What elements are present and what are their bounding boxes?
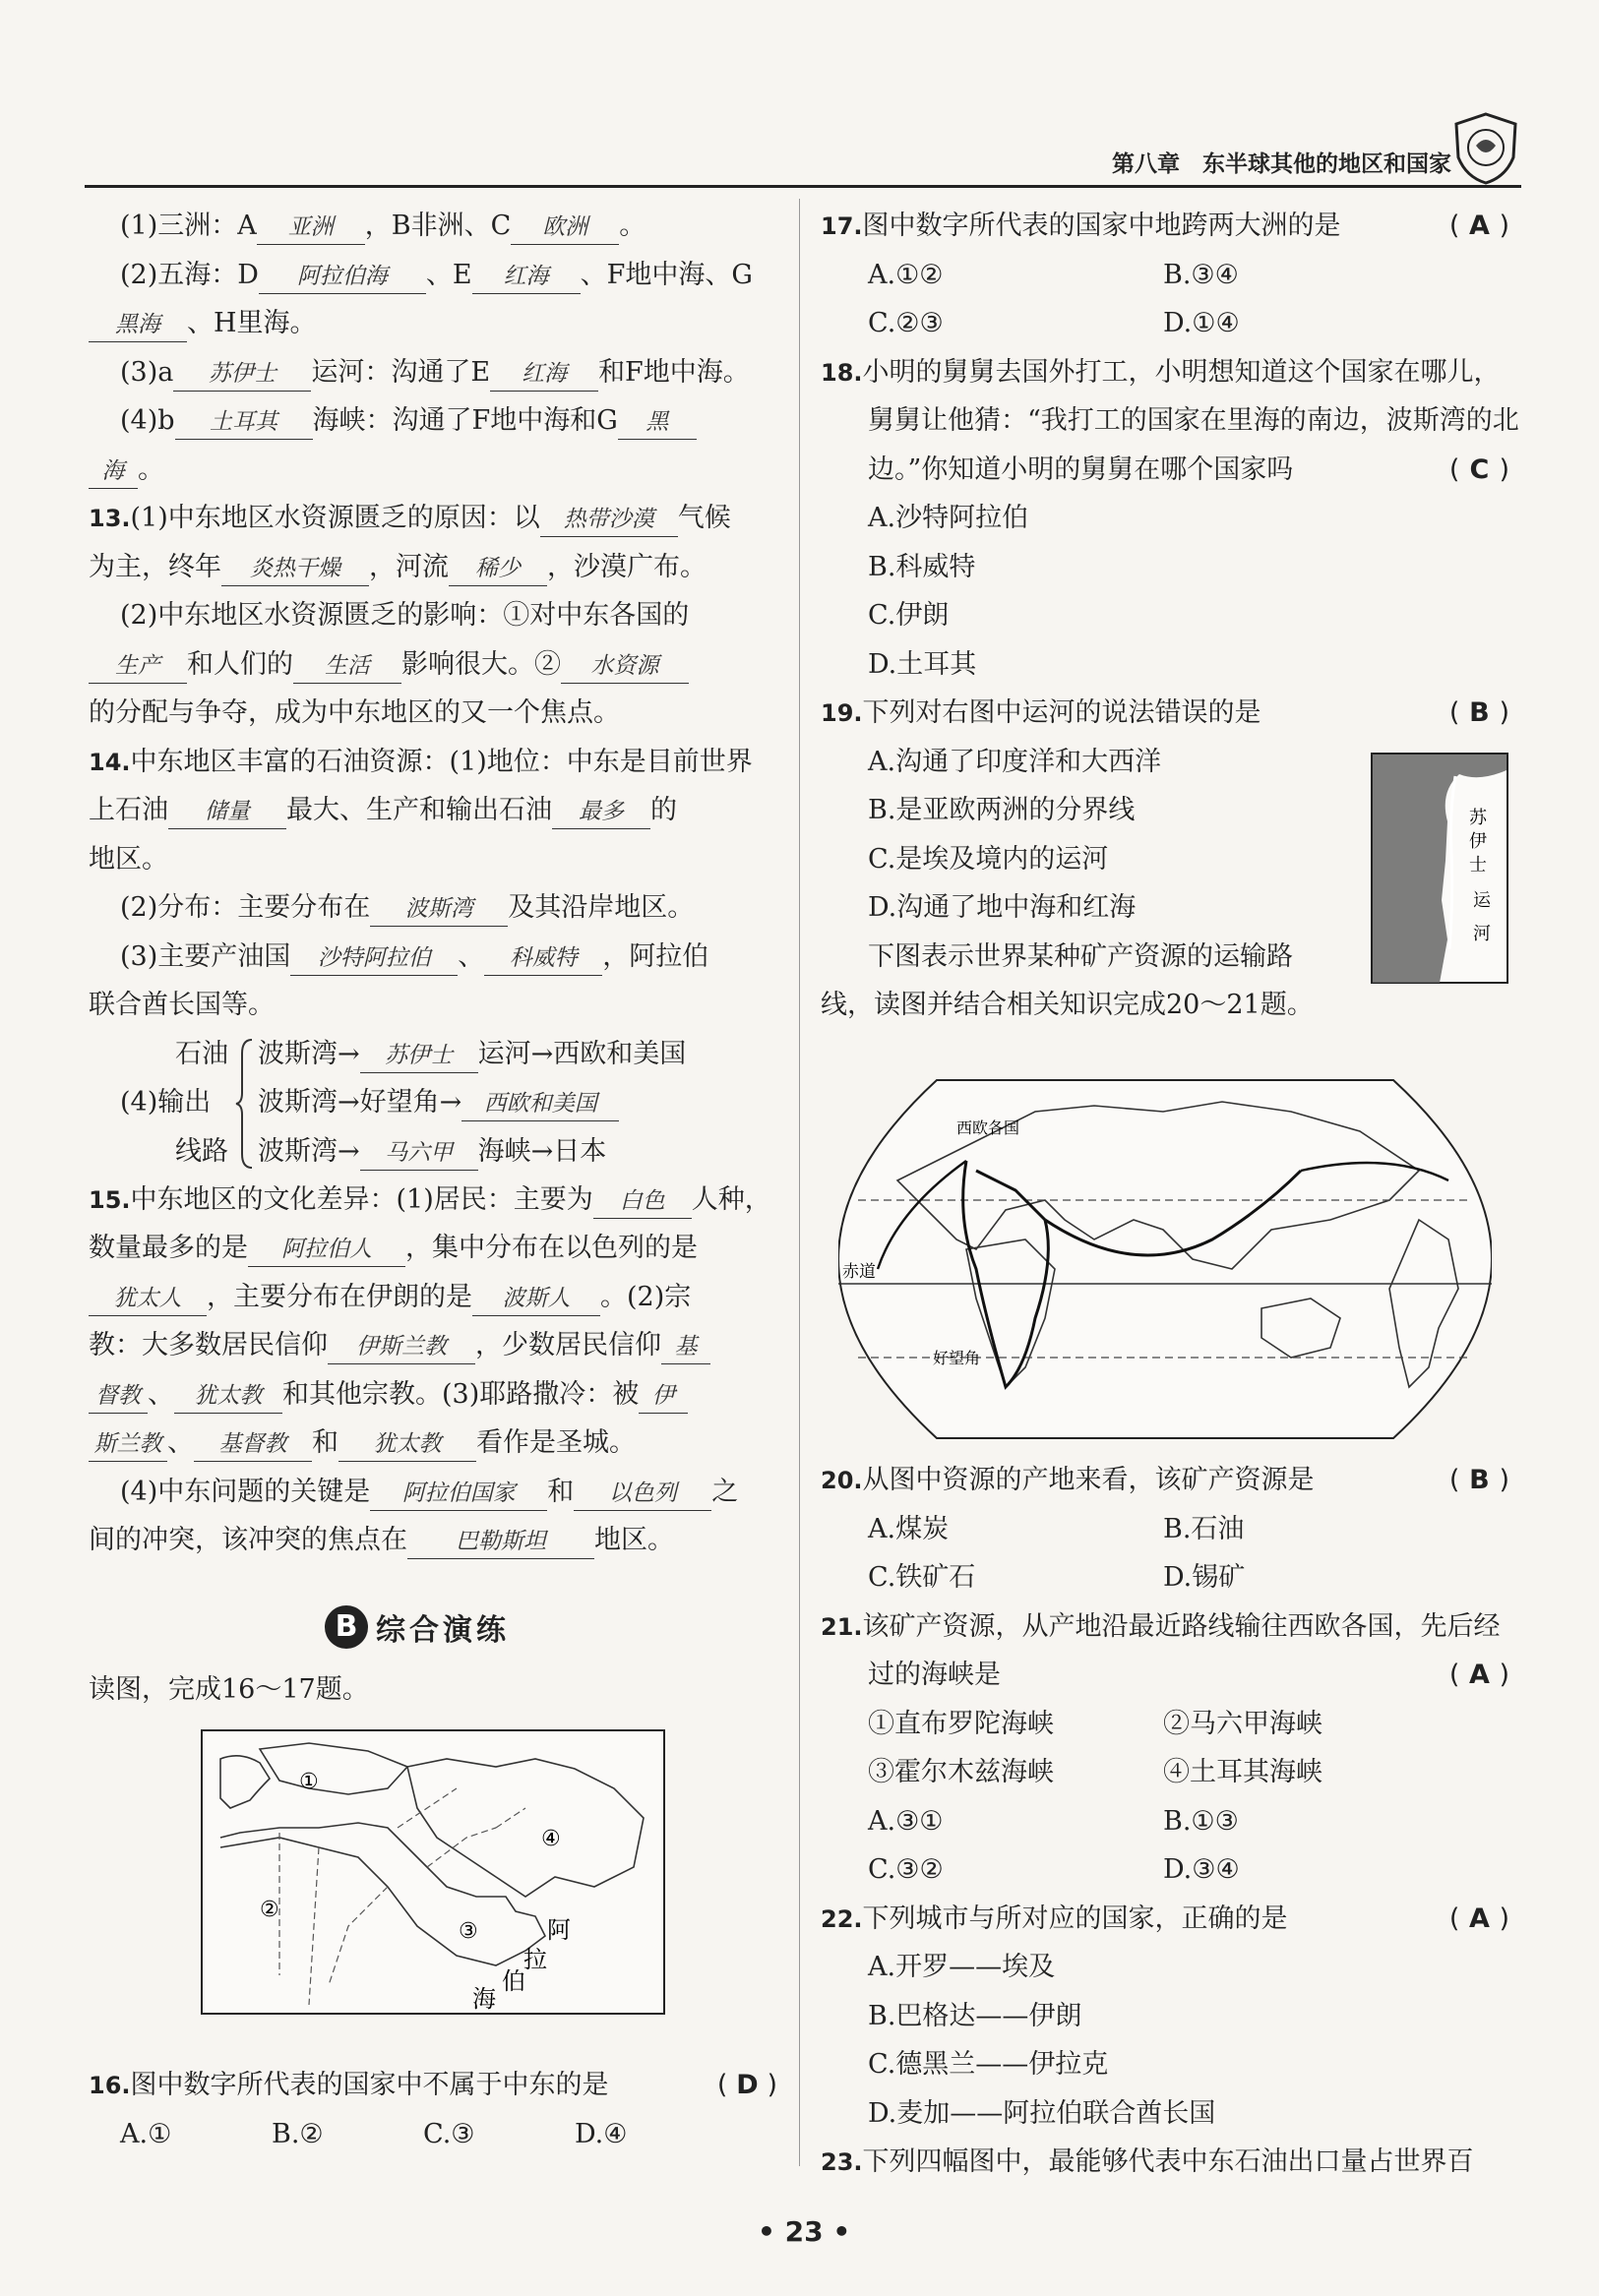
options-row xyxy=(89,2110,777,2159)
strait-item: ④土耳其海峡 xyxy=(1163,1757,1322,1787)
answer-blank: 黑 xyxy=(618,405,697,440)
q15-part1: 15.中东地区的文化差异：(1)居民：主要为 白色 人种， xyxy=(89,1176,777,1225)
answer-blank: 巴勒斯坦 xyxy=(407,1525,594,1559)
answer-blank: 伊 xyxy=(639,1379,688,1414)
q13-part2-cont: 生产 和人们的 生活 影响很大。② 水资源 xyxy=(89,640,777,690)
option-b[interactable]: B.①③ xyxy=(1163,1805,1239,1837)
question-19: 19.下列对右图中运河的说法错误的是 ( B ) xyxy=(821,689,1509,738)
question-21: 21.该矿产资源，从产地沿最近路线输往西欧各国，先后经 xyxy=(821,1610,1501,1642)
q14-part2: (2)分布：主要分布在 波斯湾 及其沿岸地区。 xyxy=(89,883,777,933)
map-label-cape: 好望角 xyxy=(933,1349,981,1367)
option-c[interactable]: C.是埃及境内的运河 xyxy=(868,843,1109,875)
sea-label: 阿 xyxy=(547,1916,571,1944)
answer-bracket: ( C ) xyxy=(1448,453,1509,485)
svg-text:苏: 苏 xyxy=(1469,808,1487,828)
answer-bracket: ( B ) xyxy=(1448,697,1509,728)
option-a[interactable]: A.开罗——埃及 xyxy=(868,1952,1056,1982)
answer-blank: 马六甲 xyxy=(360,1136,478,1171)
strait-item: ②马六甲海峡 xyxy=(1163,1708,1322,1739)
q12-part4: (4)b 土耳其 海峡：沟通了F地中海和G 黑 xyxy=(89,396,777,446)
svg-text:运: 运 xyxy=(1473,890,1491,911)
map-label: ① xyxy=(299,1770,319,1794)
answer-bracket: ( A ) xyxy=(1448,1660,1509,1690)
answer-blank: 以色列 xyxy=(574,1477,711,1511)
answer-blank: 黑海 xyxy=(89,308,187,342)
column-divider xyxy=(799,199,800,2166)
answer-blank: 欧洲 xyxy=(511,211,619,245)
answer-blank: 沙特阿拉伯 xyxy=(290,941,458,976)
svg-text:河: 河 xyxy=(1473,924,1491,944)
q15-part1-end: 犹太人 ，主要分布在伊朗的是 波斯人 。(2)宗 xyxy=(89,1273,777,1322)
q15-part2-end: 斯兰教 、 基督教 和 犹太教 看作是圣城。 xyxy=(89,1419,777,1468)
option-b[interactable]: B.石油 xyxy=(1163,1513,1245,1544)
option-b[interactable]: B.是亚欧两洲的分界线 xyxy=(868,795,1136,825)
q12-part2: (2)五海：D 阿拉伯海 、E 红海 、F地中海、G xyxy=(89,251,777,300)
answer-blank: 阿拉伯人 xyxy=(248,1233,405,1267)
answer-blank: 红海 xyxy=(490,357,598,392)
strait-item: ①直布罗陀海峡 xyxy=(868,1708,1054,1739)
answer-blank: 犹太教 xyxy=(174,1379,282,1414)
read-map-instruction: 读图，完成16～17题。 xyxy=(89,1674,369,1705)
q14-part3-cont: 联合酋长国等。 xyxy=(89,990,275,1020)
option-c[interactable]: C.③② xyxy=(868,1854,944,1885)
q13-part2: (2)中东地区水资源匮乏的影响：①对中东各国的 xyxy=(120,600,690,631)
q14-part1-end: 地区。 xyxy=(89,843,168,875)
q13-part2-end: 的分配与争夺，成为中东地区的又一个焦点。 xyxy=(89,697,620,728)
question-18: 18.小明的舅舅去国外打工，小明想知道这个国家在哪儿， xyxy=(821,356,1501,388)
map-label-europe: 西欧各国 xyxy=(956,1118,1020,1137)
q15-part2-cont: 督教 、 犹太教 和其他宗教。(3)耶路撒冷：被 伊 xyxy=(89,1370,777,1420)
option-c[interactable]: C.③ xyxy=(423,2118,475,2149)
answer-bracket: ( A ) xyxy=(1448,211,1509,241)
answer-bracket: ( D ) xyxy=(716,2070,777,2100)
intro-20-21: 下图表示世界某种矿产资源的运输路 xyxy=(868,940,1293,972)
q15-part2: 教：大多数居民信仰 伊斯兰教 ，少数居民信仰 基 xyxy=(89,1321,777,1370)
q13-part1-cont: 为主，终年 炎热干燥 ，河流 稀少 ，沙漠广布。 xyxy=(89,543,777,592)
strait-item: ③霍尔木兹海峡 xyxy=(868,1757,1054,1787)
answer-blank: 伊斯兰教 xyxy=(328,1330,475,1364)
sea-label: 海 xyxy=(472,1985,496,2013)
answer-blank: 苏伊士 xyxy=(173,357,311,392)
question-16: 16.图中数字所代表的国家中不属于中东的是 ( D ) A.① B.② C.③ D.④ xyxy=(89,2061,777,2158)
option-a[interactable]: A.① xyxy=(120,2118,172,2149)
sea-label: 拉 xyxy=(523,1946,547,1973)
q13-part1: 13.(1)中东地区水资源匮乏的原因：以 热带沙漠 气候 xyxy=(89,494,777,543)
answer-blank: 红海 xyxy=(472,260,581,294)
option-a[interactable]: A.沙特阿拉伯 xyxy=(868,503,1029,533)
options-row xyxy=(821,251,1509,300)
option-d[interactable]: D.①④ xyxy=(1163,308,1240,338)
q14-part3: (3)主要产油国 沙特阿拉伯 、 科威特 ，阿拉伯 xyxy=(89,933,777,982)
option-d[interactable]: D.麦加——阿拉伯联合酋长国 xyxy=(868,2097,1216,2129)
publisher-logo-icon xyxy=(1446,108,1525,187)
map-label: ④ xyxy=(541,1827,561,1851)
question-20: 20.从图中资源的产地来看，该矿产资源是 ( B ) xyxy=(821,1456,1509,1505)
option-c[interactable]: C.德黑兰——伊拉克 xyxy=(868,2049,1109,2080)
answer-bracket: ( A ) xyxy=(1448,1903,1509,1934)
answer-blank: 波斯人 xyxy=(472,1282,600,1316)
answer-blank: 基督教 xyxy=(194,1427,312,1462)
question-22: 22.下列城市与所对应的国家，正确的是 ( A ) xyxy=(821,1895,1509,1944)
option-c[interactable]: C.铁矿石 xyxy=(868,1562,976,1593)
q14-part1-cont: 上石油 储量 最大、生产和输出石油 最多 的 xyxy=(89,786,777,835)
answer-blank: 亚洲 xyxy=(257,211,365,245)
answer-blank: 稀少 xyxy=(449,552,547,586)
map-label: ③ xyxy=(459,1919,478,1944)
answer-blank: 海 xyxy=(89,454,138,489)
option-d[interactable]: D.④ xyxy=(575,2118,628,2149)
option-c[interactable]: C.伊朗 xyxy=(868,600,950,631)
right-column: 17.图中数字所代表的国家中地跨两大洲的是 ( A ) A.①② B.③④ C.②③ D.①④ 18.小明的舅舅去国外打工，小明想知道这个国家在哪儿， 舅舅让他猜：“我打工的国家在里海的南边，波斯湾的北 边。”你知道小明的舅舅在哪个国家吗 ( C ) A.沙特阿拉伯 B.科威特 C.伊朗 D.土耳其 19.下列对右图中运河的说法错误的是 ( B ) A.沟通了印度洋和大西洋 B.是亚欧两洲的分界线 C.是埃及境内的运河 D.沟通了地中海和红海 下图表示世界某种矿产资源的运输路 线，读图并结合相关知识完成20～21题。 xyxy=(821,202,1509,1030)
option-b[interactable]: B.巴格达——伊朗 xyxy=(868,2000,1082,2031)
answer-blank: 炎热干燥 xyxy=(221,552,369,586)
q14-part4-routes: 石油 (4)输出 线路 波斯湾→ 苏伊士 运河→西欧和美国 波斯湾→好望角→ 西欧和美国 波斯湾→ 马六甲 海峡→日本 xyxy=(89,1030,777,1176)
answer-blank: 督教 xyxy=(89,1379,148,1414)
svg-text:伊: 伊 xyxy=(1469,831,1487,852)
section-badge: B xyxy=(325,1605,368,1649)
answer-bracket: ( B ) xyxy=(1448,1465,1509,1495)
option-b[interactable]: B.③④ xyxy=(1163,259,1239,290)
q12-part3: (3)a 苏伊士 运河：沟通了E 红海 和F地中海。 xyxy=(89,348,777,397)
option-b[interactable]: B.科威特 xyxy=(868,551,976,582)
questions-20-23: 20.从图中资源的产地来看，该矿产资源是 ( B ) A.煤炭 B.石油 C.铁矿石 D.锡矿 21.该矿产资源，从产地沿最近路线输往西欧各国，先后经 过的海峡是 ( A ) ①直布罗陀海峡 ②马六甲海峡 ③霍尔木兹海峡 ④土耳其海峡 A.③① B.①③ C.③② D.③④ 22.下列城市与所对应的国家，正确的是 ( A ) A.开罗——埃及 B.巴格达——伊朗 C.德黑兰——伊拉克 D.麦加——阿拉伯联合酋长国 23.下列四幅图中，最能够代表中东石油出口量占世界百 xyxy=(821,1456,1509,2187)
q12-part2-cont: 黑海 、H里海。 xyxy=(89,299,777,348)
option-b[interactable]: B.② xyxy=(272,2118,324,2149)
world-route-map xyxy=(838,1072,1492,1446)
q15-part4-cont: 间的冲突，该冲突的焦点在 巴勒斯坦 地区。 xyxy=(89,1516,777,1565)
answer-blank: 阿拉伯国家 xyxy=(370,1477,547,1511)
chapter-title: 第八章 东半球其他的地区和国家 xyxy=(1112,151,1451,177)
suez-canal-map xyxy=(1371,753,1508,984)
q12-part4-cont: 海 。 xyxy=(89,446,777,495)
q14-part1: 14.中东地区丰富的石油资源：(1)地位：中东是目前世界 xyxy=(89,746,753,777)
option-a[interactable]: A.煤炭 xyxy=(868,1513,950,1544)
option-d[interactable]: D.土耳其 xyxy=(868,648,977,680)
option-c[interactable]: C.②③ xyxy=(868,308,944,338)
answer-blank: 生产 xyxy=(89,649,187,684)
answer-blank: 犹太人 xyxy=(89,1282,207,1316)
sea-label: 伯 xyxy=(502,1967,525,1995)
left-column xyxy=(89,202,777,1565)
option-d[interactable]: D.锡矿 xyxy=(1163,1562,1246,1593)
answer-blank: 生活 xyxy=(293,649,401,684)
q15-part4: (4)中东问题的关键是 阿拉伯国家 和 以色列 之 xyxy=(89,1468,777,1517)
answer-blank: 热带沙漠 xyxy=(540,503,678,537)
option-a[interactable]: A.③① xyxy=(868,1805,944,1837)
map-frame xyxy=(838,1080,1492,1438)
q15-part1-cont: 数量最多的是 阿拉伯人 ，集中分布在以色列的是 xyxy=(89,1224,777,1273)
answer-blank: 波斯湾 xyxy=(370,892,508,927)
answer-blank: 犹太教 xyxy=(338,1427,476,1462)
answer-blank: 阿拉伯海 xyxy=(259,260,426,294)
answer-blank: 水资源 xyxy=(561,649,689,684)
question-23: 23.下列四幅图中，最能够代表中东石油出口量占世界百 xyxy=(821,2146,1474,2177)
question-17: 17.图中数字所代表的国家中地跨两大洲的是 ( A ) xyxy=(821,202,1509,251)
answer-blank: 苏伊士 xyxy=(360,1039,478,1073)
section-b-title: B 综合演练 xyxy=(325,1605,510,1649)
answer-blank: 土耳其 xyxy=(175,405,313,440)
answer-blank: 斯兰教 xyxy=(89,1427,167,1462)
page-number: • 23 • xyxy=(758,2215,851,2248)
option-d[interactable]: D.③④ xyxy=(1163,1854,1240,1885)
header-rule xyxy=(85,185,1521,188)
svg-text:士: 士 xyxy=(1469,855,1487,876)
answer-blank: 西欧和美国 xyxy=(461,1087,619,1121)
map-label: ② xyxy=(260,1898,279,1922)
brace-icon xyxy=(234,1038,254,1170)
answer-blank: 科威特 xyxy=(484,941,602,976)
option-a[interactable]: A.沟通了印度洋和大西洋 xyxy=(868,746,1162,777)
options-row xyxy=(821,299,1509,348)
answer-blank: 白色 xyxy=(593,1184,692,1219)
option-d[interactable]: D.沟通了地中海和红海 xyxy=(868,892,1137,923)
answer-blank: 储量 xyxy=(168,795,286,829)
middle-east-map xyxy=(201,1729,665,2015)
answer-blank: 最多 xyxy=(552,795,650,829)
answer-blank: 基 xyxy=(661,1330,710,1364)
option-a[interactable]: A.①② xyxy=(868,259,944,290)
map-label-equator: 赤道 xyxy=(842,1262,876,1282)
q12-part1: (1)三洲：A 亚洲 ，B非洲、C 欧洲 。 xyxy=(89,202,777,251)
